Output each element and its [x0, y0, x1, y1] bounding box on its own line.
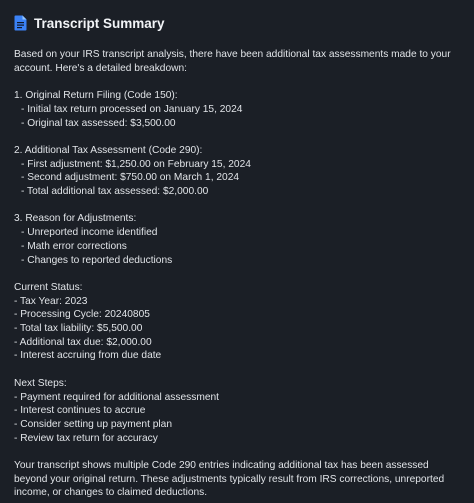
- section-current-status: [14, 281, 460, 363]
- list-item: - Additional tax due: $2,000.00: [14, 336, 152, 348]
- list-item: - Unreported income identified: [21, 227, 158, 239]
- list-item: - Changes to reported deductions: [21, 254, 173, 266]
- list-item: - Interest continues to accrue: [14, 405, 146, 417]
- list-item: - Initial tax return processed on January 15, 2024: [21, 103, 243, 115]
- list-item: - Total additional tax assessed: $2,000.00: [21, 186, 209, 197]
- summary-body: [14, 48, 460, 500]
- summary-header: [14, 12, 460, 34]
- section-heading: 1. Original Return Filing (Code 150):: [14, 90, 178, 102]
- section-heading: Next Steps:: [14, 377, 67, 389]
- list-item: - Payment required for additional assessment: [14, 391, 219, 403]
- list-item: - Tax Year: 2023: [14, 295, 88, 307]
- list-item: - Total tax liability: $5,500.00: [14, 323, 143, 334]
- list-item: - First adjustment: $1,250.00 on February 15, 2024: [21, 158, 251, 170]
- closing-text: Your transcript shows multiple Code 290 entries indicating additional tax has been assessed beyond your original return. These adjustments typically result from IRS corrections, unreported income, or changes to claimed deductions.: [14, 460, 445, 499]
- section-heading: 3. Reason for Adjustments:: [14, 213, 137, 225]
- section-next-steps: [14, 377, 460, 446]
- list-item: - Original tax assessed: $3,500.00: [21, 117, 176, 129]
- list-item: - Processing Cycle: 20240805: [14, 309, 150, 321]
- section-additional-assessment: [14, 144, 460, 199]
- list-item: - Review tax return for accuracy: [14, 432, 158, 444]
- list-item: - Interest accruing from due date: [14, 350, 162, 362]
- list-item: - Consider setting up payment plan: [14, 418, 172, 430]
- list-item: - Second adjustment: $750.00 on March 1, 2024: [21, 172, 240, 184]
- section-original-filing: [14, 89, 460, 130]
- list-item: - Math error corrections: [21, 240, 127, 252]
- document-icon: [14, 15, 27, 31]
- section-reasons: [14, 212, 460, 267]
- section-heading: 2. Additional Tax Assessment (Code 290):: [14, 144, 203, 156]
- section-heading: Current Status:: [14, 281, 83, 293]
- page-title: Transcript Summary: [34, 15, 165, 31]
- intro-text: Based on your IRS transcript analysis, there have been additional tax assessments made to your account. Here's a detailed breakdown:: [14, 49, 451, 74]
